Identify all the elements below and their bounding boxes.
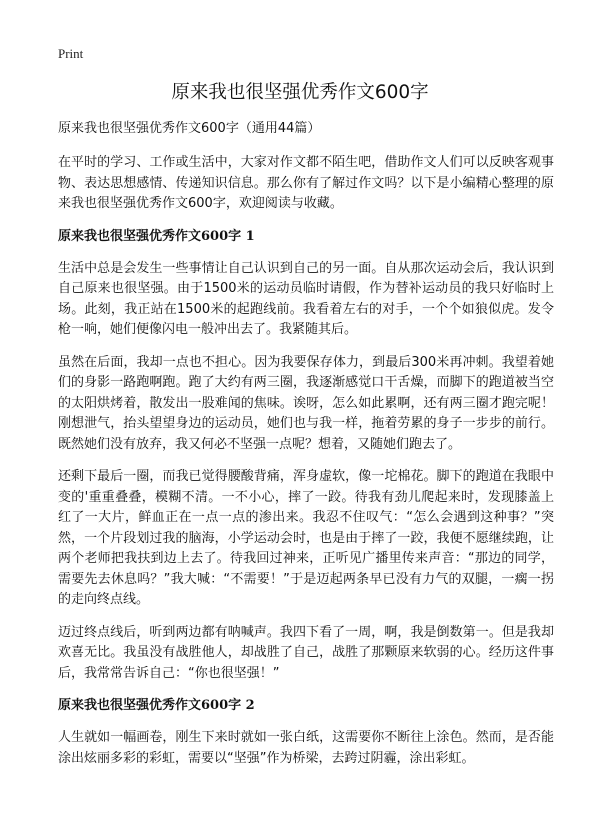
- article-subtitle: 原来我也很坚强优秀作文600字（通用44篇）: [58, 121, 321, 136]
- section1-paragraph-3: 还剩下最后一圈，而我已觉得腰酸背痛，浑身虚软，像一坨棉花。脚下的跑道在我眼中变的'重重叠叠，模糊不清。一不小心，摔了一跤。待我有劲儿爬起来时，发现膝盖上红了一大片，鲜血正在一点一点的渗出来。我忍不住叹气：“怎么会遇到这种事？”突然，一个片段划过我的脑海，小学运动会时，也是由于摔了一跤，我便不愿继续跑，让两个老师把我扶到边上去了。待我回过神来，正听见广播里传来声音：“那边的同学，需要先去休息吗？”我大喊：“不需要！”于是迈起两条早已没有力气的双腿，一瘸一拐的走向终点线。: [58, 469, 554, 607]
- section-heading-2: 原来我也很坚强优秀作文600字 2: [58, 698, 255, 713]
- section1-paragraph-4: 迈过终点线后，听到两边都有呐喊声。我四下看了一周，啊，我是倒数第一。但是我却欢喜无比。我虽没有战胜他人，却战胜了自己，战胜了那颗原来软弱的心。经历这件事后，我常常告诉自己：“你也很坚强！”: [58, 624, 554, 681]
- page-title: 原来我也很坚强优秀作文600字: [171, 82, 429, 103]
- section1-paragraph-1: 生活中总是会发生一些事情让自己认识到自己的另一面。自从那次运动会后，我认识到自己原来也很坚强。由于1500米的运动员临时请假，作为替补运动员的我只好临时上场。此刻，我正站在1500米的起跑线前。我看着左右的对手，一个个如狼似虎。发令枪一响，她们便像闪电一般冲出去了。我紧随其后。: [58, 260, 554, 337]
- print-link[interactable]: Print: [58, 46, 84, 61]
- section-heading-1: 原来我也很坚强优秀作文600字 1: [58, 228, 255, 244]
- section2-paragraph-1: 人生就如一幅画卷，刚生下来时就如一张白纸，这需要你不断往上涂色。然而，是否能涂出炫丽多彩的彩虹，需要以“坚强”作为桥梁，去跨过阴霾，涂出彩虹。: [58, 730, 554, 766]
- article-body: [58, 118, 554, 781]
- section1-paragraph-2: 虽然在后面，我却一点也不担心。因为我要保存体力，到最后300米再冲刺。我望着她们的身影一路跑啊跑。跑了大约有两三圈，我逐渐感觉口干舌燥，而脚下的跑道被当空的太阳烘烤着，散发出一股难闻的焦味。诶呀，怎么如此累啊，还有两三圈才跑完呢！刚想泄气，抬头望望身边的运动员，她们也与我一样，拖着劳累的身子一步步的前行。既然她们没有放弃，我又何必不坚强一点呢？想着，又随她们跑去了。: [58, 354, 554, 452]
- intro-paragraph: 在平时的学习、工作或生活中，大家对作文都不陌生吧，借助作文人们可以反映客观事物、表达思想感情、传递知识信息。那么你有了解过作文吗？以下是小编精心整理的原来我也很坚强优秀作文600字，欢迎阅读与收藏。: [58, 155, 554, 211]
